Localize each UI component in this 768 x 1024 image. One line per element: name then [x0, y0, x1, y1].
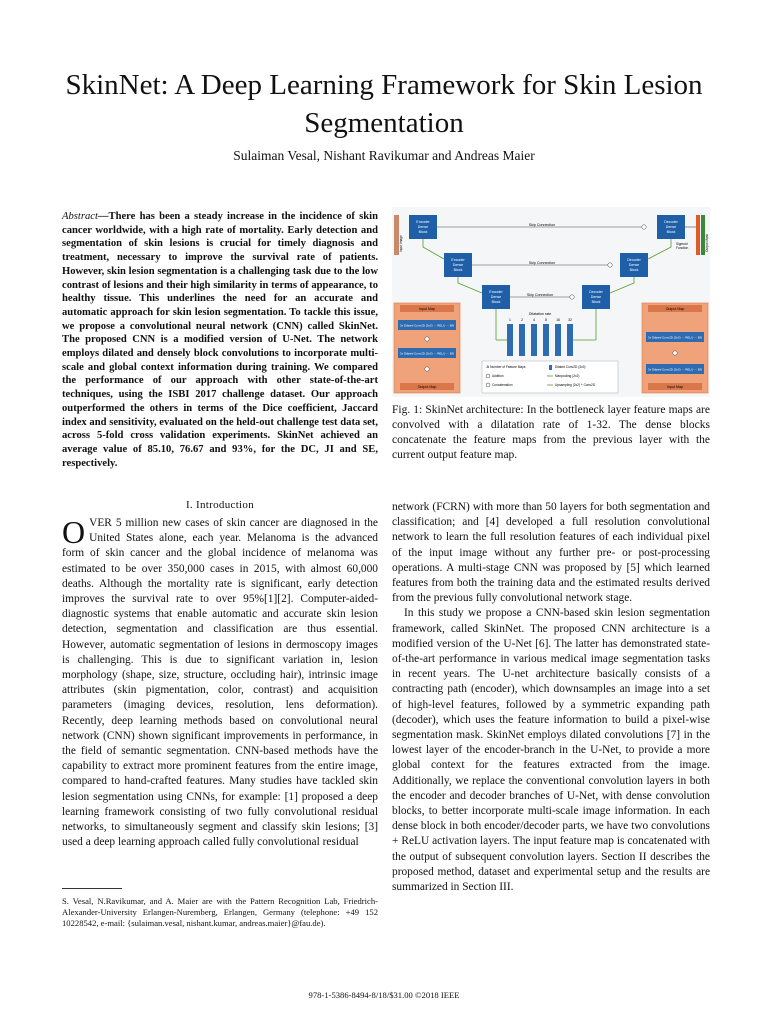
svg-text:Input Map: Input Map — [667, 385, 683, 389]
svg-text:Block: Block — [418, 230, 428, 234]
left-dense-panel — [394, 303, 460, 393]
input-image-label: Input Image — [399, 235, 403, 252]
svg-text:Encoder: Encoder — [416, 220, 430, 224]
output-mask-label: Output Mask — [705, 233, 709, 252]
svg-text:Input Map: Input Map — [419, 307, 435, 311]
intro-paragraph: OVER 5 million new cases of skin cancer are diagnosed in the United States alone, each year. Melanoma is the advanced form of skin cancer and the global incidence of melanoma was estimated to be over 350,000 cases in 2015, with almost 60,000 deaths. Although the mortality rate is significant, early detection improves the survival rate to over 95%[1][2]. Computer-aided-diagnostic systems that enable automatic and accurate skin lesion detection, segmentation and classification are thus essential. However, automatic segmentation of lesions in dermoscopy images is challenging. This is due to significant variation in, lesion morphology (shape, size, structure, occluding hair), intrinsic image attributes (skin pigmentation, color, contrast) and acquisition parameters (imaging devices, resolution, lens deformation). Recently, deep learning methods based on convolutional neural network (CNN) shown significant improvements in performance, in the field of semantic segmentation. CNN-based methods have the capability to extract more prominent features from the entire image, compared to hand-crafted features. Many studies have tackled skin lesion segmentation using CNNs, for example: [1] proposed a deep learning framework consisting of two fully convolutional residual networks, to simultaneously segment and classify skin lesions; [3] used a deep learning approach called fully convolutional residual — [62, 514, 378, 849]
decoder-block-1 — [657, 215, 685, 239]
svg-text:Function: Function — [676, 246, 689, 250]
intro-left-column — [62, 516, 378, 850]
intro-right-column — [392, 500, 710, 895]
svg-text:Decoder: Decoder — [627, 258, 641, 262]
svg-text:2: 2 — [521, 318, 523, 322]
svg-text:Dense: Dense — [490, 295, 502, 299]
right-paragraph-2: In this study we propose a CNN-based skin lesion segmentation framework, called SkinNet. The proposed CNN architecture is a modified version of the U-Net [6]. The latter has demonstrated state-of-the-art performance in various medical image segmentation tasks in recent years. The U-net architecture basically consists of a contracting path (encoder), which downsamples an image into a set of high-level features, followed by a symmetric expanding path (decoder), which uses the feature information to build a pixel-wise segmentation mask. SkinNet employs dilated convolutions [7] in the lowest layer of the encoder-branch in the U-Net, to provide a more global context for the features extracted from the image. Additionally, we replace the conventional convolution layers in both the encoder and decoder branches of U-Net, with dense convolution blocks, to better incorporate multi-scale image information. In each dense block in both encoder/decoder parts, we have two convolutions + ReLU activation layers. The input feature map is concatenated with the output of subsequent convolution layers. Section II describes the proposed method, dataset and experimental setup and the results are summarized in Section III. — [392, 607, 710, 894]
svg-text:16: 16 — [556, 318, 560, 322]
svg-text:Dilated Conv2D (3x3): Dilated Conv2D (3x3) — [555, 365, 586, 369]
encoder-block-2 — [444, 253, 472, 277]
decoder-block-3 — [582, 285, 610, 309]
svg-text:Maxpooling (2x2): Maxpooling (2x2) — [555, 374, 580, 378]
right-dense-panel — [642, 303, 708, 393]
output-mask-strip — [696, 215, 700, 255]
svg-text:3x Dilated Conv2D (3x3) → RELU: 3x Dilated Conv2D (3x3) → RELU → BN — [647, 367, 703, 372]
svg-text:1: 1 — [509, 318, 511, 322]
figure-caption: Fig. 1: SkinNet architecture: In the bottleneck layer feature maps are convolved with a dilatation rate of 1-32. The dense blocks concatenate the feature maps from the previous layer with the current output feature map. — [392, 404, 710, 461]
abstract-text: —There has been a steady increase in the incidence of skin cancer worldwide, with a high rate of mortality. Early detection and segmentation of skin lesions is crucial for timely diagnosis and treatment, necessary to improve the survival rate of patients. However, skin lesion segmentation is a challenging task due to the low contrast of lesions and their high similarity in terms of appearance, to healthy tissue. This underlines the need for an accurate and automatic approach for skin lesion segmentation. To tackle this issue, we propose a convolutional neural network (CNN) called SkinNet. The proposed CNN is a modified version of U-Net. The network employs dilated and densely block convolutions to incorporate multi-scale and global context information during training. We compared the performance of our approach with other state-of-the-art techniques, using the ISBI 2017 challenge dataset. Our approach outperformed the others in terms of the Dice coefficient, Jaccard index and sensitivity, evaluated on the held-out challenge test data set, across 5-fold cross validation experiments. SkinNet achieved an average value of 85.10, 76.67 and 93%, for the DC, JI and SE, respectively. — [62, 211, 378, 469]
encoder-block-3 — [482, 285, 510, 309]
dilation-label: Dilatation rate — [528, 312, 552, 316]
encoder-block-1 — [409, 215, 437, 239]
svg-text:Block: Block — [491, 300, 501, 304]
section-heading: I. Introduction — [185, 499, 255, 511]
svg-text:3x Dilated Conv2D (3x3) → RELU: 3x Dilated Conv2D (3x3) → RELU → BN — [647, 335, 703, 340]
skip-connection-1: Skip Connection — [528, 223, 556, 227]
svg-text:Addition: Addition — [492, 374, 504, 378]
page-footer: 978-1-5386-8494-8/18/$31.00 ©2018 IEEE — [308, 990, 460, 1000]
svg-text:Decoder: Decoder — [589, 290, 603, 294]
svg-text:Dense: Dense — [628, 263, 640, 267]
svg-text:Dense: Dense — [452, 263, 464, 267]
svg-text:Upsampling (2x2) + Conv2D: Upsampling (2x2) + Conv2D — [555, 383, 596, 387]
svg-text:Block: Block — [591, 300, 601, 304]
sigmoid-label: Sigmoid — [676, 242, 688, 246]
decoder-block-2 — [620, 253, 648, 277]
footnote: S. Vesal, N.Ravikumar, and A. Maier are with the Pattern Recognition Lab, Friedrich-Alexander-University Erlangen-Nuremberg, Erlangen, Germany (telephone: +49 152 10228542, e-mail: {sulaiman.vesal, nishant.kumar, andreas.maier}@fau.de). — [62, 896, 378, 928]
svg-text:Encoder: Encoder — [489, 290, 503, 294]
svg-text:Jk Number of Feature Maps: Jk Number of Feature Maps — [486, 365, 526, 369]
svg-text:Encoder: Encoder — [451, 258, 465, 262]
svg-text:Dense: Dense — [590, 295, 602, 299]
svg-text:Block: Block — [453, 268, 463, 272]
svg-text:Block: Block — [629, 268, 639, 272]
svg-text:Concatenation: Concatenation — [492, 383, 513, 387]
skip-connection-3: Skip Connection — [526, 293, 554, 297]
architecture-figure — [392, 207, 710, 397]
svg-text:8: 8 — [545, 318, 547, 322]
svg-text:Decoder: Decoder — [664, 220, 678, 224]
svg-text:4: 4 — [533, 318, 535, 322]
svg-text:3x Dilated Conv2D (3x3) → RELU: 3x Dilated Conv2D (3x3) → RELU → BN — [399, 351, 455, 356]
svg-text:Dense: Dense — [665, 225, 677, 229]
paper-authors: Sulaiman Vesal, Nishant Ravikumar and Andreas Maier — [233, 148, 535, 163]
drop-cap: O — [62, 514, 86, 550]
svg-text:Dense: Dense — [417, 225, 429, 229]
svg-text:3x Dilated Conv2D (3x3) → RELU: 3x Dilated Conv2D (3x3) → RELU → BN — [399, 323, 455, 328]
right-paragraph-1: network (FCRN) with more than 50 layers for both segmentation and classification; and [4] developed a full resolution convolutional network to learn the full resolution features of each individual pixel of the input image without any further pre- or post-processing operations. A multi-stage CNN was proposed by [5] which learned features from both the training data and the estimated results derived from the previous fully convolutional network stage. — [392, 501, 710, 605]
abstract-label: Abstract — [62, 211, 98, 222]
paper-title: SkinNet: A Deep Learning Framework for Skin Lesion Segmentation — [65, 69, 703, 139]
footnote-rule — [62, 888, 122, 889]
figure-legend — [482, 361, 618, 393]
svg-text:Output Map: Output Map — [417, 385, 437, 389]
svg-text:Block: Block — [666, 230, 676, 234]
svg-text:32: 32 — [568, 318, 572, 322]
abstract — [62, 210, 378, 470]
skip-connection-2: Skip Connection — [528, 261, 556, 265]
svg-text:Output Map: Output Map — [665, 307, 685, 311]
